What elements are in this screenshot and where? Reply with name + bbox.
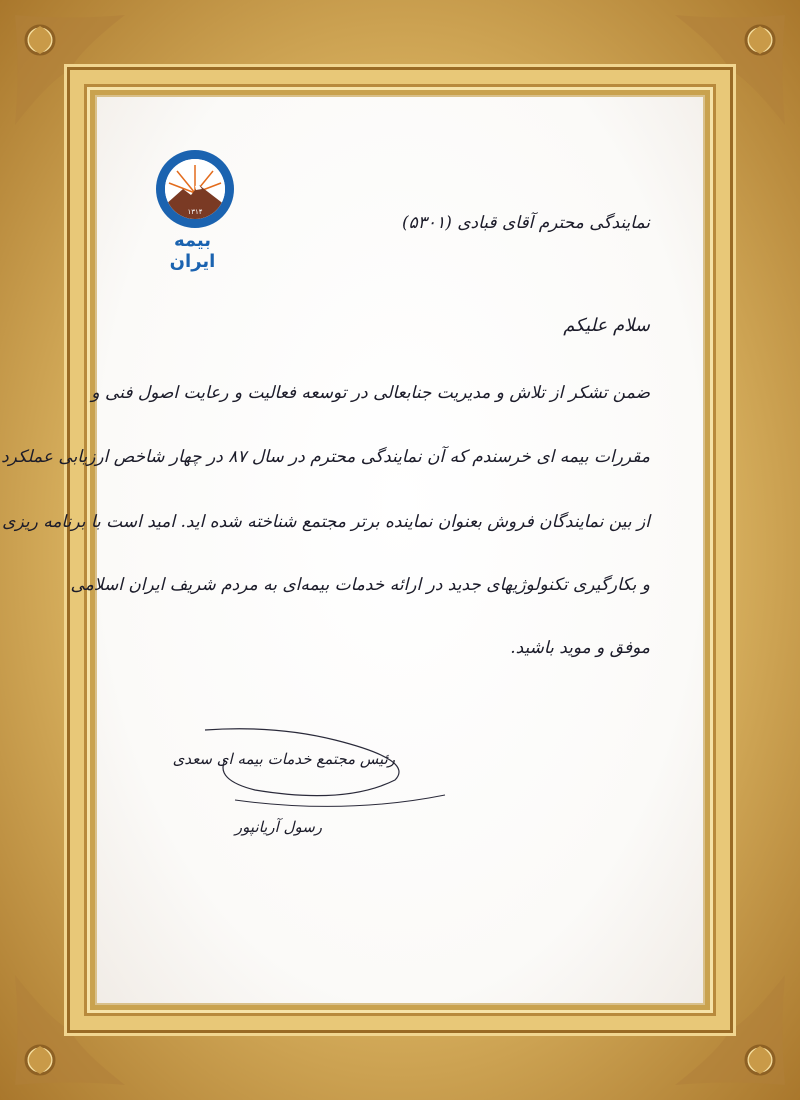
signature-title: رئیس مجتمع خدمات بیمه ای سعدی	[172, 750, 395, 768]
letter-body-line: ضمن تشکر از تلاش و مدیریت جنابعالی در توسعه فعالیت و رعایت اصول فنی و	[91, 383, 650, 403]
letter-body-line: و بکارگیری تکنولوژیهای جدید در ارائه خدمات بیمه‌ای به مردم شریف ایران اسلامی	[70, 575, 650, 595]
letter-addressee: نمایندگی محترم آقای قبادی (۵۳۰۱)	[402, 213, 650, 233]
letter-body-line: مقررات بیمه ای خرسندم که آن نمایندگی محترم در سال ۸۷ در چهار شاخص ارزیابی عملکرد	[1, 447, 650, 467]
letter-body-line: موفق و موید باشید.	[510, 638, 650, 658]
signature-name: رسول آریانپور	[234, 818, 322, 836]
letter-body-line: از بین نمایندگان فروش بعنوان نماینده برتر مجتمع شناخته شده اید. امید است با برنامه ریزی	[2, 512, 650, 532]
logo-wordmark: بیمه ایران	[169, 230, 216, 272]
logo-emblem	[156, 150, 234, 228]
letter-greeting: سلام علیکم	[563, 315, 650, 336]
signature-scribble	[195, 720, 455, 820]
logo-year: ۱۳۱۴	[187, 208, 203, 216]
bimeh-iran-logo	[150, 150, 235, 272]
